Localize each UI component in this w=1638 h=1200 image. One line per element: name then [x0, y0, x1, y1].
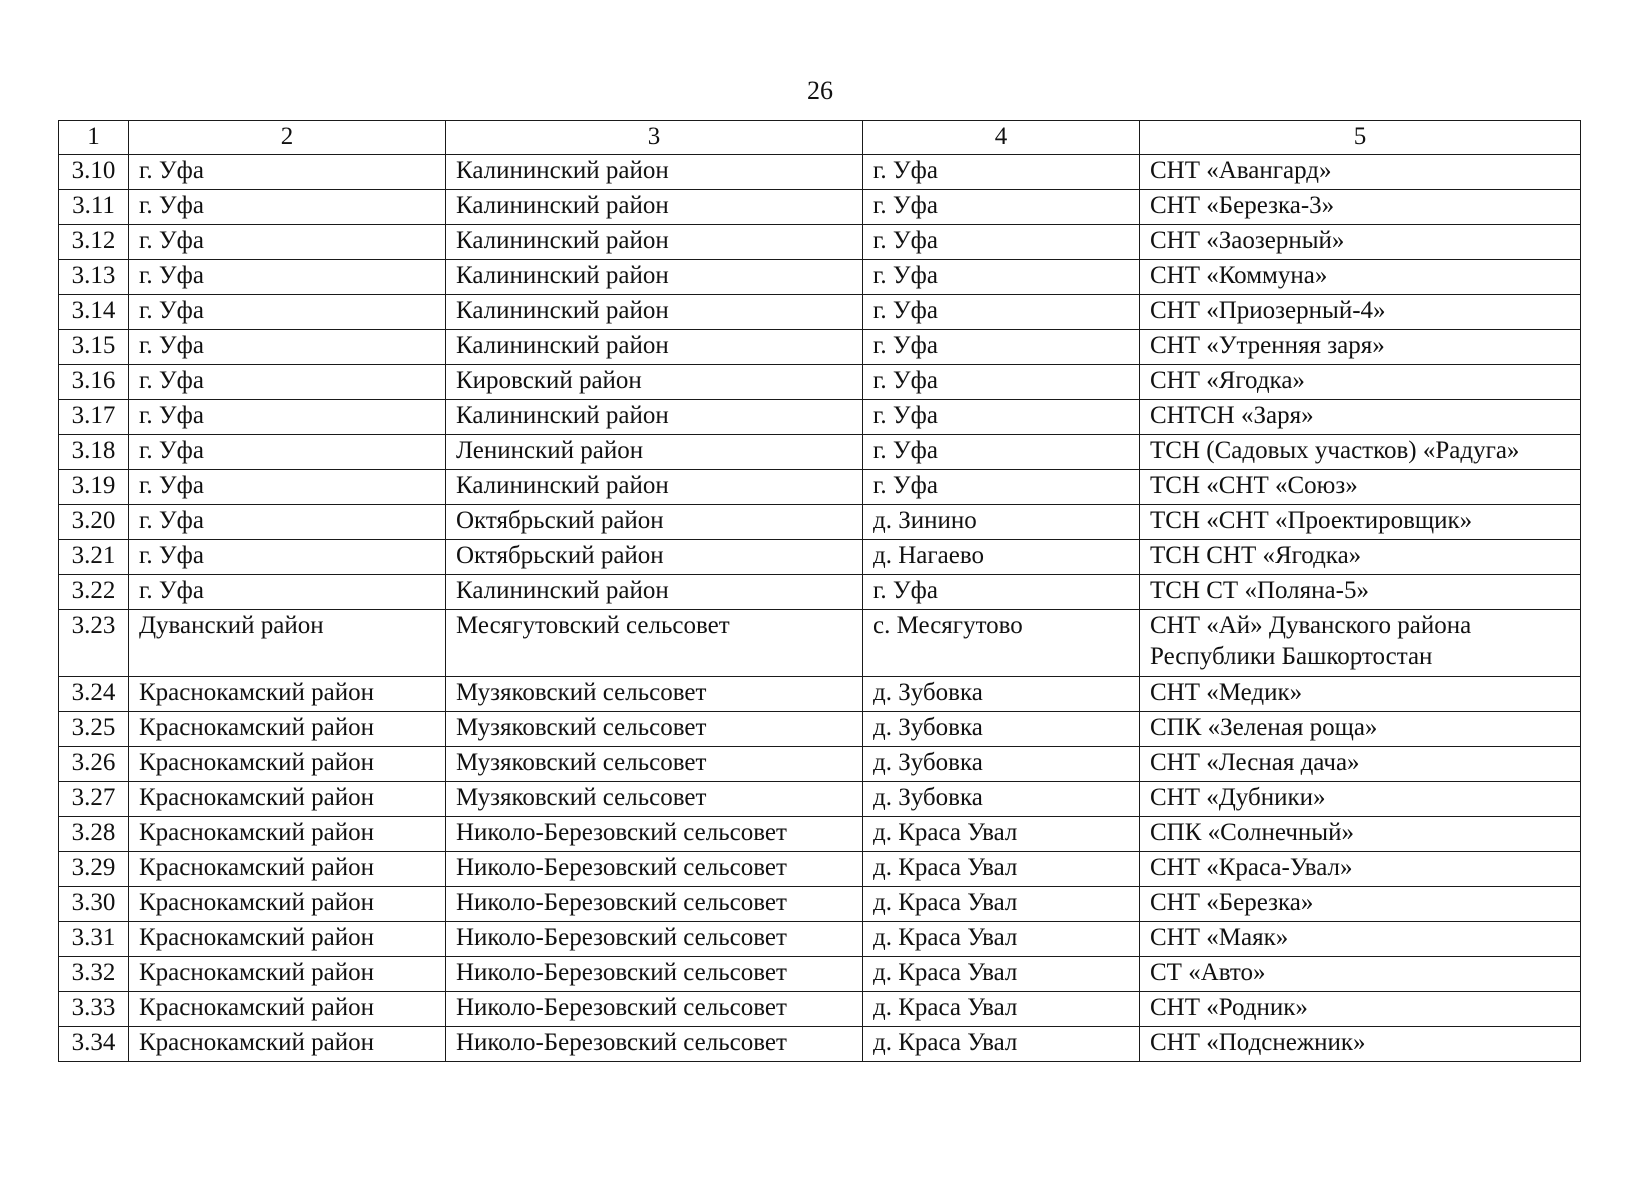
row-number-cell: 3.29: [59, 852, 129, 887]
row-number-cell: 3.14: [59, 295, 129, 330]
municipality-cell: Дуванский район: [129, 610, 446, 677]
settlement-cell: Николо-Березовский сельсовет: [446, 957, 863, 992]
locality-cell: г. Уфа: [863, 225, 1140, 260]
table-row: [59, 505, 1581, 540]
table-row: [59, 470, 1581, 505]
table-row: [59, 817, 1581, 852]
locality-cell: г. Уфа: [863, 330, 1140, 365]
row-number-cell: 3.24: [59, 677, 129, 712]
settlement-cell: Музяковский сельсовет: [446, 747, 863, 782]
organization-name-cell: ТСН СТ «Поляна-5»: [1140, 575, 1581, 610]
row-number-cell: 3.26: [59, 747, 129, 782]
municipality-cell: Краснокамский район: [129, 992, 446, 1027]
column-header-2: 2: [129, 121, 446, 155]
table-row: [59, 330, 1581, 365]
locality-cell: г. Уфа: [863, 400, 1140, 435]
organization-name-cell: СНТ «Ягодка»: [1140, 365, 1581, 400]
locality-cell: д. Краса Увал: [863, 922, 1140, 957]
organization-name-cell: СНТ «Подснежник»: [1140, 1027, 1581, 1062]
municipality-cell: г. Уфа: [129, 400, 446, 435]
row-number-cell: 3.16: [59, 365, 129, 400]
municipality-cell: Краснокамский район: [129, 922, 446, 957]
table-body: [59, 155, 1581, 1062]
row-number-cell: 3.28: [59, 817, 129, 852]
table-header: [59, 121, 1581, 155]
settlement-cell: Калининский район: [446, 575, 863, 610]
settlement-cell: Кировский район: [446, 365, 863, 400]
table-row: [59, 190, 1581, 225]
table-row: [59, 887, 1581, 922]
municipality-cell: Краснокамский район: [129, 677, 446, 712]
settlement-cell: Николо-Березовский сельсовет: [446, 922, 863, 957]
locality-cell: г. Уфа: [863, 190, 1140, 225]
settlement-cell: Николо-Березовский сельсовет: [446, 887, 863, 922]
municipality-cell: г. Уфа: [129, 365, 446, 400]
organization-name-cell: СНТ «Лесная дача»: [1140, 747, 1581, 782]
row-number-cell: 3.25: [59, 712, 129, 747]
municipality-cell: Краснокамский район: [129, 817, 446, 852]
table-row: [59, 782, 1581, 817]
municipality-cell: г. Уфа: [129, 540, 446, 575]
locality-cell: д. Краса Увал: [863, 887, 1140, 922]
municipality-cell: г. Уфа: [129, 260, 446, 295]
municipality-cell: г. Уфа: [129, 295, 446, 330]
locality-cell: д. Нагаево: [863, 540, 1140, 575]
row-number-cell: 3.17: [59, 400, 129, 435]
settlement-cell: Калининский район: [446, 155, 863, 190]
settlement-cell: Ленинский район: [446, 435, 863, 470]
row-number-cell: 3.30: [59, 887, 129, 922]
table-row: [59, 225, 1581, 260]
organization-name-cell: ТСН (Садовых участков) «Радуга»: [1140, 435, 1581, 470]
table-row: [59, 677, 1581, 712]
row-number-cell: 3.31: [59, 922, 129, 957]
municipality-cell: г. Уфа: [129, 505, 446, 540]
municipality-cell: г. Уфа: [129, 155, 446, 190]
row-number-cell: 3.34: [59, 1027, 129, 1062]
locality-cell: г. Уфа: [863, 365, 1140, 400]
organization-name-cell: СНТ «Заозерный»: [1140, 225, 1581, 260]
municipality-cell: г. Уфа: [129, 330, 446, 365]
locality-cell: д. Зубовка: [863, 677, 1140, 712]
locality-cell: д. Зубовка: [863, 782, 1140, 817]
column-header-4: 4: [863, 121, 1140, 155]
table-row: [59, 957, 1581, 992]
organization-name-cell: СНТСН «Заря»: [1140, 400, 1581, 435]
organization-name-cell: СПК «Солнечный»: [1140, 817, 1581, 852]
organization-name-cell: ТСН «СНТ «Проектировщик»: [1140, 505, 1581, 540]
organization-name-cell: СНТ «Краса-Увал»: [1140, 852, 1581, 887]
row-number-cell: 3.18: [59, 435, 129, 470]
settlement-cell: Николо-Березовский сельсовет: [446, 852, 863, 887]
organization-name-cell: СНТ «Родник»: [1140, 992, 1581, 1027]
organization-name-cell: СНТ «Маяк»: [1140, 922, 1581, 957]
organization-name-cell: СНТ «Дубники»: [1140, 782, 1581, 817]
organization-name-cell: СНТ «Березка»: [1140, 887, 1581, 922]
settlement-cell: Калининский район: [446, 225, 863, 260]
organization-name-cell: СНТ «Медик»: [1140, 677, 1581, 712]
row-number-cell: 3.22: [59, 575, 129, 610]
locality-cell: д. Краса Увал: [863, 957, 1140, 992]
row-number-cell: 3.13: [59, 260, 129, 295]
municipality-cell: Краснокамский район: [129, 957, 446, 992]
table-row: [59, 712, 1581, 747]
organization-name-cell: СНТ «Ай» Дуванского района Республики Башкортостан: [1140, 610, 1581, 677]
row-number-cell: 3.11: [59, 190, 129, 225]
settlement-cell: Николо-Березовский сельсовет: [446, 992, 863, 1027]
settlement-cell: Музяковский сельсовет: [446, 712, 863, 747]
table-row: [59, 922, 1581, 957]
municipality-cell: г. Уфа: [129, 225, 446, 260]
organization-name-cell: СНТ «Березка-3»: [1140, 190, 1581, 225]
organization-name-cell: СНТ «Авангард»: [1140, 155, 1581, 190]
municipality-cell: г. Уфа: [129, 435, 446, 470]
locality-cell: г. Уфа: [863, 295, 1140, 330]
settlement-cell: Николо-Березовский сельсовет: [446, 1027, 863, 1062]
settlement-cell: Калининский район: [446, 400, 863, 435]
locality-cell: г. Уфа: [863, 435, 1140, 470]
locality-cell: г. Уфа: [863, 155, 1140, 190]
settlement-cell: Николо-Березовский сельсовет: [446, 817, 863, 852]
row-number-cell: 3.21: [59, 540, 129, 575]
municipality-cell: г. Уфа: [129, 470, 446, 505]
locality-cell: г. Уфа: [863, 470, 1140, 505]
table-row: [59, 610, 1581, 677]
row-number-cell: 3.12: [59, 225, 129, 260]
header-row: [59, 121, 1581, 155]
settlement-cell: Калининский район: [446, 330, 863, 365]
table-row: [59, 747, 1581, 782]
organization-name-cell: СНТ «Утренняя заря»: [1140, 330, 1581, 365]
locality-cell: с. Месягутово: [863, 610, 1140, 677]
settlement-cell: Калининский район: [446, 295, 863, 330]
row-number-cell: 3.23: [59, 610, 129, 677]
column-header-1: 1: [59, 121, 129, 155]
row-number-cell: 3.27: [59, 782, 129, 817]
settlement-cell: Калининский район: [446, 470, 863, 505]
settlement-cell: Месягутовский сельсовет: [446, 610, 863, 677]
row-number-cell: 3.33: [59, 992, 129, 1027]
locality-cell: д. Краса Увал: [863, 817, 1140, 852]
municipality-cell: Краснокамский район: [129, 747, 446, 782]
settlement-cell: Калининский район: [446, 190, 863, 225]
locality-cell: д. Краса Увал: [863, 852, 1140, 887]
settlement-cell: Октябрьский район: [446, 505, 863, 540]
settlement-cell: Калининский район: [446, 260, 863, 295]
table-row: [59, 575, 1581, 610]
table-row: [59, 295, 1581, 330]
table-row: [59, 1027, 1581, 1062]
table-row: [59, 540, 1581, 575]
locality-cell: д. Зубовка: [863, 712, 1140, 747]
settlement-cell: Музяковский сельсовет: [446, 677, 863, 712]
table-row: [59, 155, 1581, 190]
organization-name-cell: СТ «Авто»: [1140, 957, 1581, 992]
register-table: [58, 120, 1581, 1062]
table-row: [59, 365, 1581, 400]
organization-name-cell: СПК «Зеленая роща»: [1140, 712, 1581, 747]
page-number: 26: [807, 76, 833, 105]
locality-cell: д. Зубовка: [863, 747, 1140, 782]
settlement-cell: Октябрьский район: [446, 540, 863, 575]
locality-cell: д. Краса Увал: [863, 1027, 1140, 1062]
organization-name-cell: СНТ «Коммуна»: [1140, 260, 1581, 295]
municipality-cell: г. Уфа: [129, 190, 446, 225]
table-row: [59, 852, 1581, 887]
municipality-cell: г. Уфа: [129, 575, 446, 610]
organization-name-cell: ТСН «СНТ «Союз»: [1140, 470, 1581, 505]
municipality-cell: Краснокамский район: [129, 852, 446, 887]
row-number-cell: 3.10: [59, 155, 129, 190]
organization-name-cell: ТСН СНТ «Ягодка»: [1140, 540, 1581, 575]
column-header-3: 3: [446, 121, 863, 155]
table-row: [59, 400, 1581, 435]
municipality-cell: Краснокамский район: [129, 887, 446, 922]
municipality-cell: Краснокамский район: [129, 712, 446, 747]
locality-cell: д. Зинино: [863, 505, 1140, 540]
row-number-cell: 3.15: [59, 330, 129, 365]
column-header-5: 5: [1140, 121, 1581, 155]
organization-name-cell: СНТ «Приозерный-4»: [1140, 295, 1581, 330]
locality-cell: г. Уфа: [863, 575, 1140, 610]
municipality-cell: Краснокамский район: [129, 1027, 446, 1062]
row-number-cell: 3.19: [59, 470, 129, 505]
municipality-cell: Краснокамский район: [129, 782, 446, 817]
row-number-cell: 3.20: [59, 505, 129, 540]
settlement-cell: Музяковский сельсовет: [446, 782, 863, 817]
table-row: [59, 992, 1581, 1027]
table-row: [59, 435, 1581, 470]
table-row: [59, 260, 1581, 295]
locality-cell: г. Уфа: [863, 260, 1140, 295]
row-number-cell: 3.32: [59, 957, 129, 992]
locality-cell: д. Краса Увал: [863, 992, 1140, 1027]
